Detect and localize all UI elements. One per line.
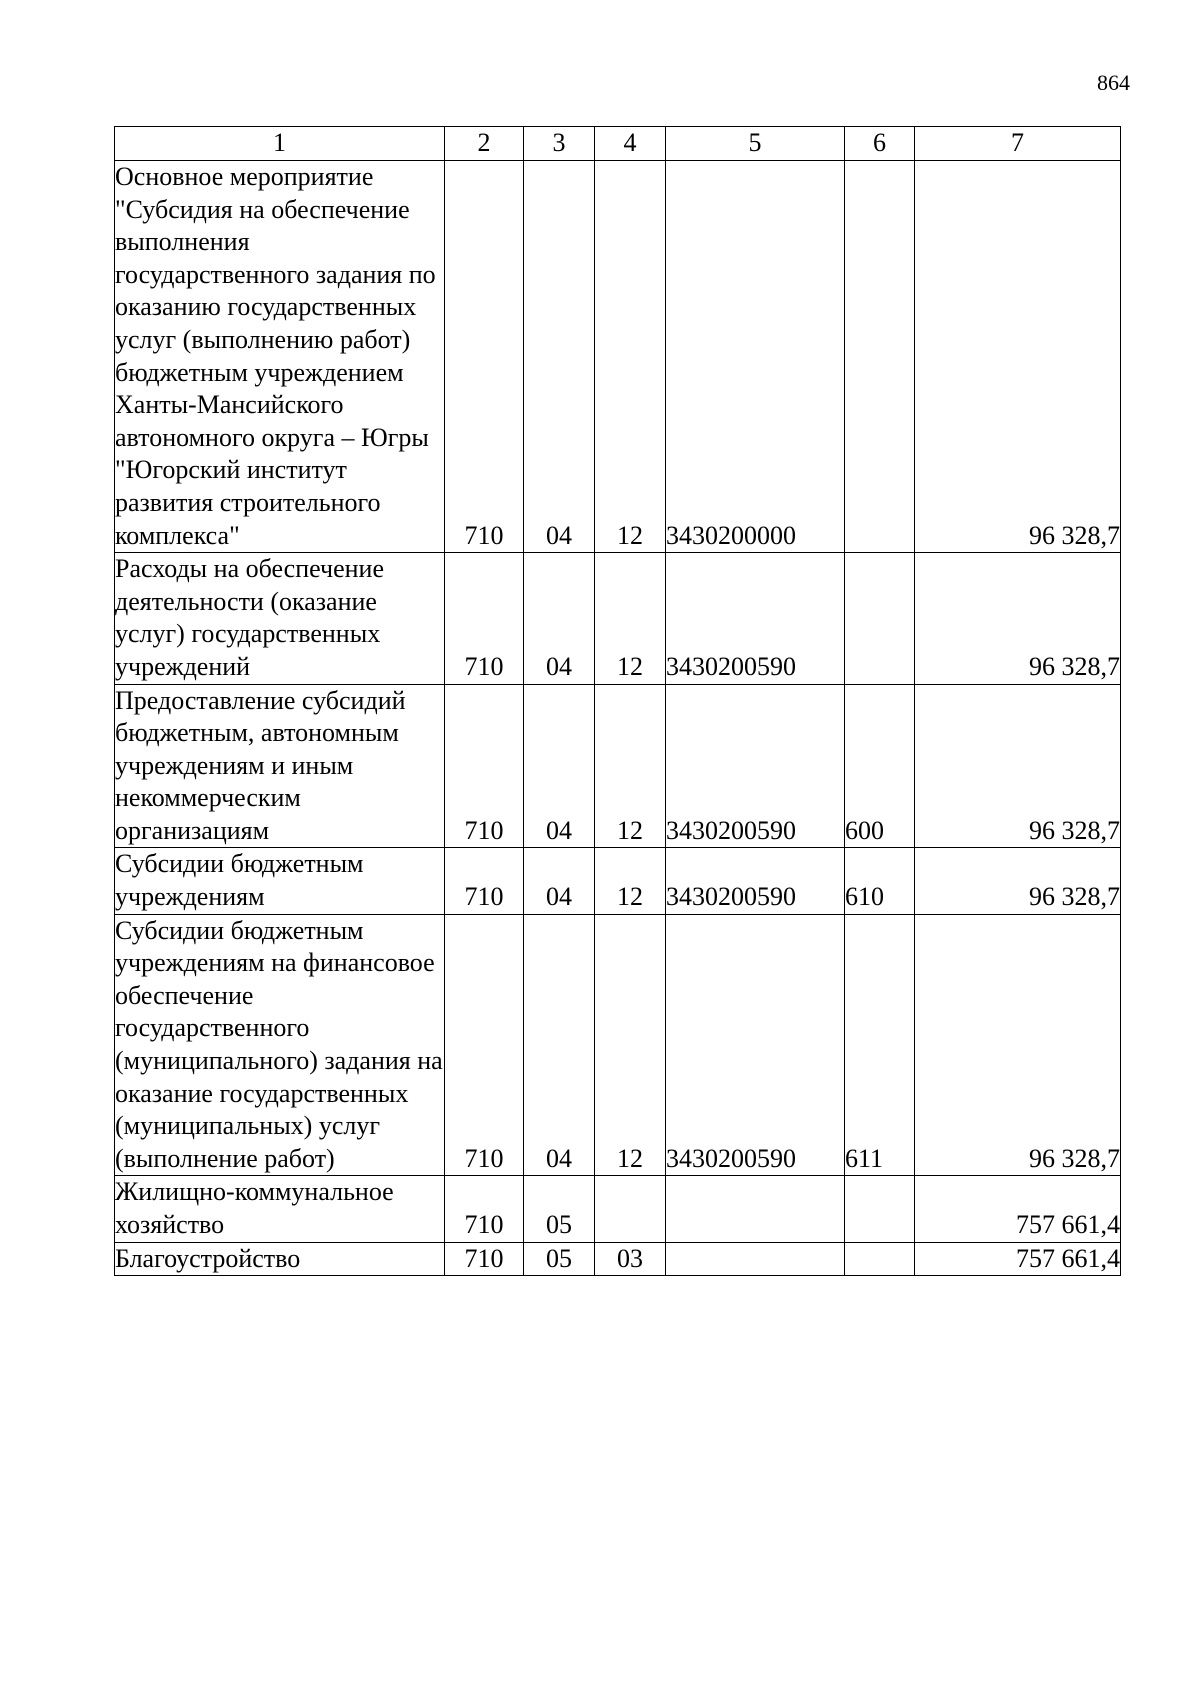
row-section-code: 04 [524,161,595,553]
row-target-article: 3430200590 [666,553,845,684]
row-subsection-code: 12 [595,684,666,848]
column-header-5: 5 [666,127,845,161]
row-expense-type [845,161,915,553]
row-ministry-code: 710 [445,161,524,553]
row-expense-type [845,1176,915,1242]
table-row [115,848,1121,914]
budget-table [114,126,1121,1276]
row-target-article [666,1176,845,1242]
row-section-code: 05 [524,1176,595,1242]
row-section-code: 04 [524,914,595,1176]
row-target-article: 3430200000 [666,161,845,553]
row-target-article: 3430200590 [666,848,845,914]
row-expense-type [845,553,915,684]
row-target-article: 3430200590 [666,684,845,848]
row-target-article: 3430200590 [666,914,845,1176]
row-amount: 757 661,4 [915,1242,1121,1276]
table-row [115,1242,1121,1276]
column-header-7: 7 [915,127,1121,161]
row-subsection-code: 12 [595,848,666,914]
row-section-code: 04 [524,848,595,914]
row-target-article [666,1242,845,1276]
row-ministry-code: 710 [445,1242,524,1276]
row-section-code: 04 [524,684,595,848]
table-row [115,914,1121,1176]
row-subsection-code: 12 [595,914,666,1176]
row-ministry-code: 710 [445,1176,524,1242]
column-header-2: 2 [445,127,524,161]
row-amount: 96 328,7 [915,848,1121,914]
row-subsection-code [595,1176,666,1242]
row-name: Жилищно-коммунальное хозяйство [115,1176,445,1242]
row-amount: 96 328,7 [915,914,1121,1176]
table-row [115,553,1121,684]
column-header-4: 4 [595,127,666,161]
table-header-row [115,127,1121,161]
row-name: Основное мероприятие "Субсидия на обеспечение выполнения государственного задания по оказанию государственных услуг (выполнению работ) бюджетным учреждением Ханты-Мансийского автономного округа – Югры "Югорский институт развития строительного комплекса" [115,161,445,553]
row-name: Субсидии бюджетным учреждениям [115,848,445,914]
table-row [115,161,1121,553]
column-header-1: 1 [115,127,445,161]
row-subsection-code: 12 [595,553,666,684]
row-amount: 96 328,7 [915,161,1121,553]
row-amount: 757 661,4 [915,1176,1121,1242]
row-ministry-code: 710 [445,914,524,1176]
row-amount: 96 328,7 [915,684,1121,848]
row-name: Предоставление субсидий бюджетным, автономным учреждениям и иным некоммерческим организациям [115,684,445,848]
table-row [115,1176,1121,1242]
row-expense-type [845,1242,915,1276]
row-ministry-code: 710 [445,848,524,914]
row-amount: 96 328,7 [915,553,1121,684]
row-name: Расходы на обеспечение деятельности (оказание услуг) государственных учреждений [115,553,445,684]
row-name: Благоустройство [115,1242,445,1276]
page-number: 864 [1097,70,1130,95]
column-header-3: 3 [524,127,595,161]
row-section-code: 04 [524,553,595,684]
table-row [115,684,1121,848]
row-section-code: 05 [524,1242,595,1276]
row-ministry-code: 710 [445,684,524,848]
row-expense-type: 610 [845,848,915,914]
row-expense-type: 600 [845,684,915,848]
row-expense-type: 611 [845,914,915,1176]
row-subsection-code: 03 [595,1242,666,1276]
row-name: Субсидии бюджетным учреждениям на финансовое обеспечение государственного (муниципального) задания на оказание государственных (муниципальных) услуг (выполнение работ) [115,914,445,1176]
column-header-6: 6 [845,127,915,161]
row-ministry-code: 710 [445,553,524,684]
row-subsection-code: 12 [595,161,666,553]
